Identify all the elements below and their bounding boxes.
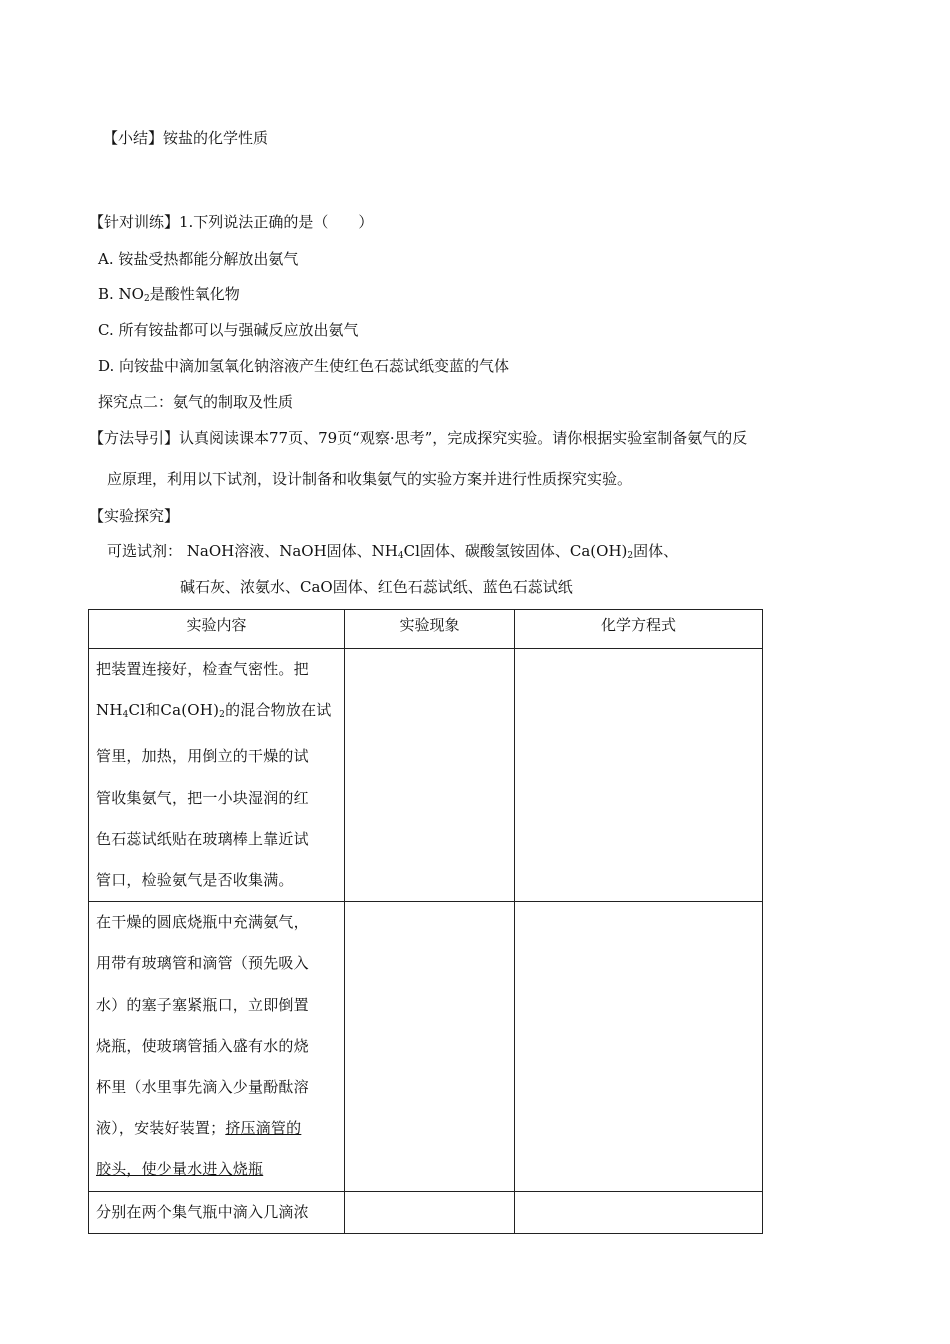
method-guide-line-1: 【方法导引】认真阅读课本77页、79页“观察·思考”，完成探究实验。请你根据实验室制备氨气的反 (89, 429, 748, 447)
row3-content: 分别在两个集气瓶中滴入几滴浓 (89, 1191, 345, 1233)
practice-question-title: 【针对训练】1.下列说法正确的是（ ） (89, 213, 374, 231)
option-c: C. 所有铵盐都可以与强碱反应放出氨气 (98, 321, 359, 339)
explore-point-2-title: 探究点二：氨气的制取及性质 (98, 393, 294, 411)
reagents-line-2: 碱石灰、浓氨水、CaO固体、红色石蕊试纸、蓝色石蕊试纸 (180, 578, 573, 596)
header-equation: 化学方程式 (515, 610, 763, 649)
header-content: 实验内容 (89, 610, 345, 649)
reagents-line-1: 可选试剂： NaOH溶液、NaOH固体、$NH_4Cl$固体、碳酸氢铵固体、$Ca(OH)_2$固体、 (107, 542, 679, 561)
row1-content: 把装置连接好，检查气密性。把 $NH_4Cl$和$Ca(OH)_2$的混合物放在试 管里，加热，用倒立的干燥的试 管收集氨气，把一小块湿润的红 色石蕊试纸贴在玻璃棒上靠近试 管口，检验氨气是否收集满。 (89, 649, 345, 902)
row2-content: 在干燥的圆底烧瓶中充满氨气， 用带有玻璃管和滴管（预先吸入 水）的塞子塞紧瓶口，立即倒置 烧瓶，使玻璃管插入盛有水的烧 杯里（水里事先滴入少量酚酞溶 液），安装好装置；挤压滴管的 胶头，使少量水进入烧瓶 (89, 902, 345, 1191)
row2-equation[interactable] (515, 902, 763, 1191)
option-d: D. 向铵盐中滴加氢氧化钠溶液产生使红色石蕊试纸变蓝的气体 (98, 357, 510, 375)
row3-equation[interactable] (515, 1191, 763, 1233)
summary-label: 【小结】铵盐的化学性质 (103, 129, 269, 147)
option-b: B. $NO_2$是酸性氧化物 (98, 285, 240, 304)
method-guide-line-2: 应原理，利用以下试剂，设计制备和收集氨气的实验方案并进行性质探究实验。 (107, 470, 633, 488)
row2-phenomenon[interactable] (345, 902, 515, 1191)
experiment-title: 【实验探究】 (89, 507, 180, 525)
header-phenomenon: 实验现象 (345, 610, 515, 649)
table-row (89, 649, 763, 902)
experiment-table (88, 609, 763, 1234)
row1-phenomenon[interactable] (345, 649, 515, 902)
row1-equation[interactable] (515, 649, 763, 902)
summary-heading (103, 128, 268, 148)
row3-phenomenon[interactable] (345, 1191, 515, 1233)
table-header-row (89, 610, 763, 649)
table-row (89, 902, 763, 1191)
table-row (89, 1191, 763, 1233)
option-a: A. 铵盐受热都能分解放出氨气 (98, 250, 299, 268)
